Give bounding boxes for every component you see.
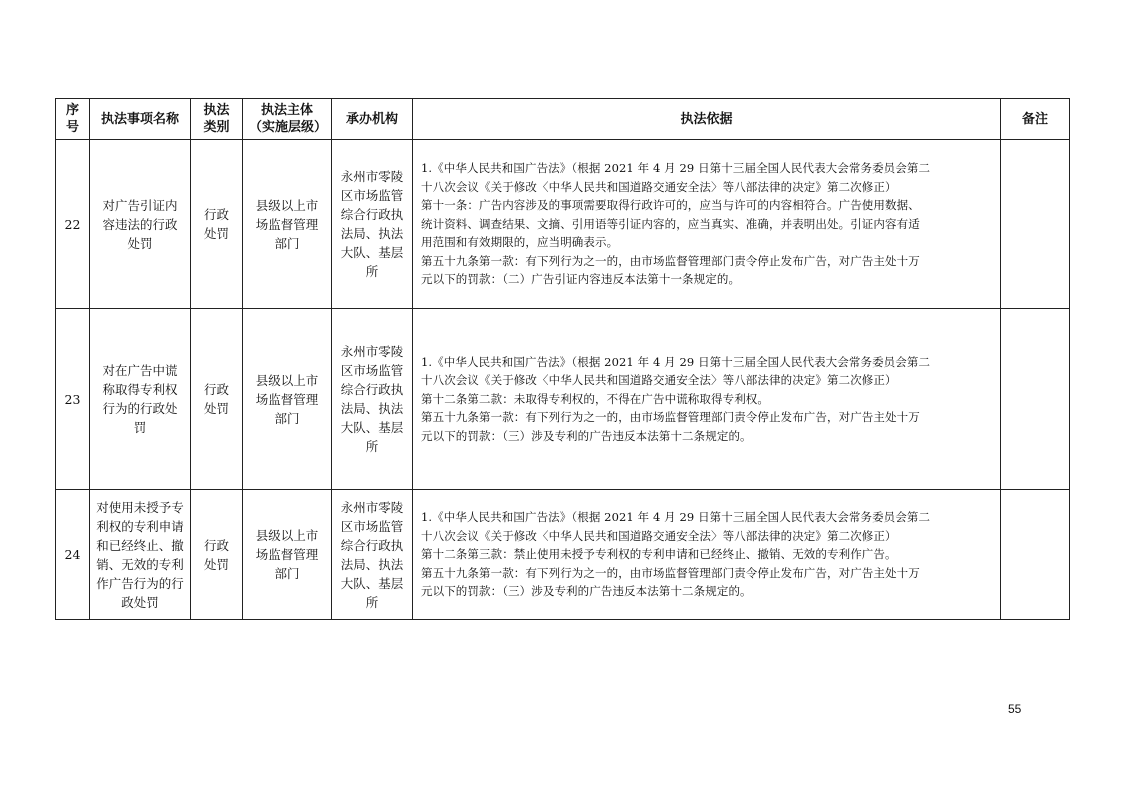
row-seq: 24 — [56, 490, 90, 620]
basis-line: 第十二条第二款：未取得专利权的，不得在广告中谎称取得专利权。 — [421, 391, 769, 406]
row-category: 行政处罚 — [191, 140, 243, 309]
basis-line: 元以下的罚款：（二）广告引证内容违反本法第十一条规定的。 — [421, 272, 741, 287]
basis-line: 1.《中华人民共和国广告法》（根据 2021 年 4 月 29 日第十三届全国人民代表大会常务委员会第二 — [421, 160, 931, 175]
basis-line: 元以下的罚款：（三）涉及专利的广告违反本法第十二条规定的。 — [421, 584, 752, 599]
header-agency: 承办机构 — [332, 99, 413, 140]
header-category: 执法类别 — [191, 99, 243, 140]
row-basis — [413, 140, 1001, 309]
table-row — [56, 309, 1070, 490]
page-number: 55 — [1008, 702, 1022, 716]
basis-line: 十八次会议《关于修改〈中华人民共和国道路交通安全法〉等八部法律的决定》第二次修正） — [421, 373, 897, 388]
row-basis — [413, 309, 1001, 490]
row-agency: 永州市零陵区市场监管综合行政执法局、执法大队、基层所 — [332, 490, 413, 620]
header-row — [56, 99, 1070, 140]
basis-line: 统计资料、调查结果、文摘、引用语等引证内容的，应当真实、准确，并表明出处。引证内容有适 — [421, 216, 920, 231]
row-subject: 县级以上市场监督管理部门 — [243, 309, 332, 490]
row-subject: 县级以上市场监督管理部门 — [243, 490, 332, 620]
row-agency: 永州市零陵区市场监管综合行政执法局、执法大队、基层所 — [332, 140, 413, 309]
basis-line: 第五十九条第一款：有下列行为之一的，由市场监督管理部门责令停止发布广告，对广告主处十万 — [421, 253, 920, 268]
row-remark — [1001, 309, 1070, 490]
basis-line: 第十一条：广告内容涉及的事项需要取得行政许可的，应当与许可的内容相符合。广告使用数据、 — [421, 198, 920, 213]
basis-line: 十八次会议《关于修改〈中华人民共和国道路交通安全法〉等八部法律的决定》第二次修正） — [421, 179, 897, 194]
row-subject: 县级以上市场监督管理部门 — [243, 140, 332, 309]
basis-line: 1.《中华人民共和国广告法》（根据 2021 年 4 月 29 日第十三届全国人民代表大会常务委员会第二 — [421, 354, 931, 369]
basis-line: 十八次会议《关于修改〈中华人民共和国道路交通安全法〉等八部法律的决定》第二次修正） — [421, 528, 897, 543]
basis-line: 第十二条第三款：禁止使用未授予专利权的专利申请和已经终止、撤销、无效的专利作广告。 — [421, 547, 897, 562]
row-remark — [1001, 490, 1070, 620]
basis-line: 1.《中华人民共和国广告法》（根据 2021 年 4 月 29 日第十三届全国人民代表大会常务委员会第二 — [421, 510, 931, 525]
table-row — [56, 140, 1070, 309]
law-enforcement-table — [55, 98, 1070, 620]
header-basis: 执法依据 — [413, 99, 1001, 140]
basis-line: 第五十九条第一款：有下列行为之一的，由市场监督管理部门责令停止发布广告，对广告主处十万 — [421, 410, 920, 425]
row-category: 行政处罚 — [191, 309, 243, 490]
row-agency: 永州市零陵区市场监管综合行政执法局、执法大队、基层所 — [332, 309, 413, 490]
header-seq: 序号 — [56, 99, 90, 140]
basis-line: 元以下的罚款：（三）涉及专利的广告违反本法第十二条规定的。 — [421, 428, 752, 443]
row-name: 对在广告中谎称取得专利权行为的行政处罚 — [90, 309, 191, 490]
header-subject: 执法主体（实施层级） — [243, 99, 332, 140]
row-name: 对广告引证内容违法的行政处罚 — [90, 140, 191, 309]
row-seq: 23 — [56, 309, 90, 490]
row-name: 对使用未授予专利权的专利申请和已经终止、撤销、无效的专利作广告行为的行政处罚 — [90, 490, 191, 620]
table-row — [56, 490, 1070, 620]
header-remark: 备注 — [1001, 99, 1070, 140]
basis-line: 第五十九条第一款：有下列行为之一的，由市场监督管理部门责令停止发布广告，对广告主处十万 — [421, 565, 920, 580]
header-name: 执法事项名称 — [90, 99, 191, 140]
row-basis — [413, 490, 1001, 620]
row-category: 行政处罚 — [191, 490, 243, 620]
row-remark — [1001, 140, 1070, 309]
basis-line: 用范围和有效期限的，应当明确表示。 — [421, 235, 619, 250]
row-seq: 22 — [56, 140, 90, 309]
